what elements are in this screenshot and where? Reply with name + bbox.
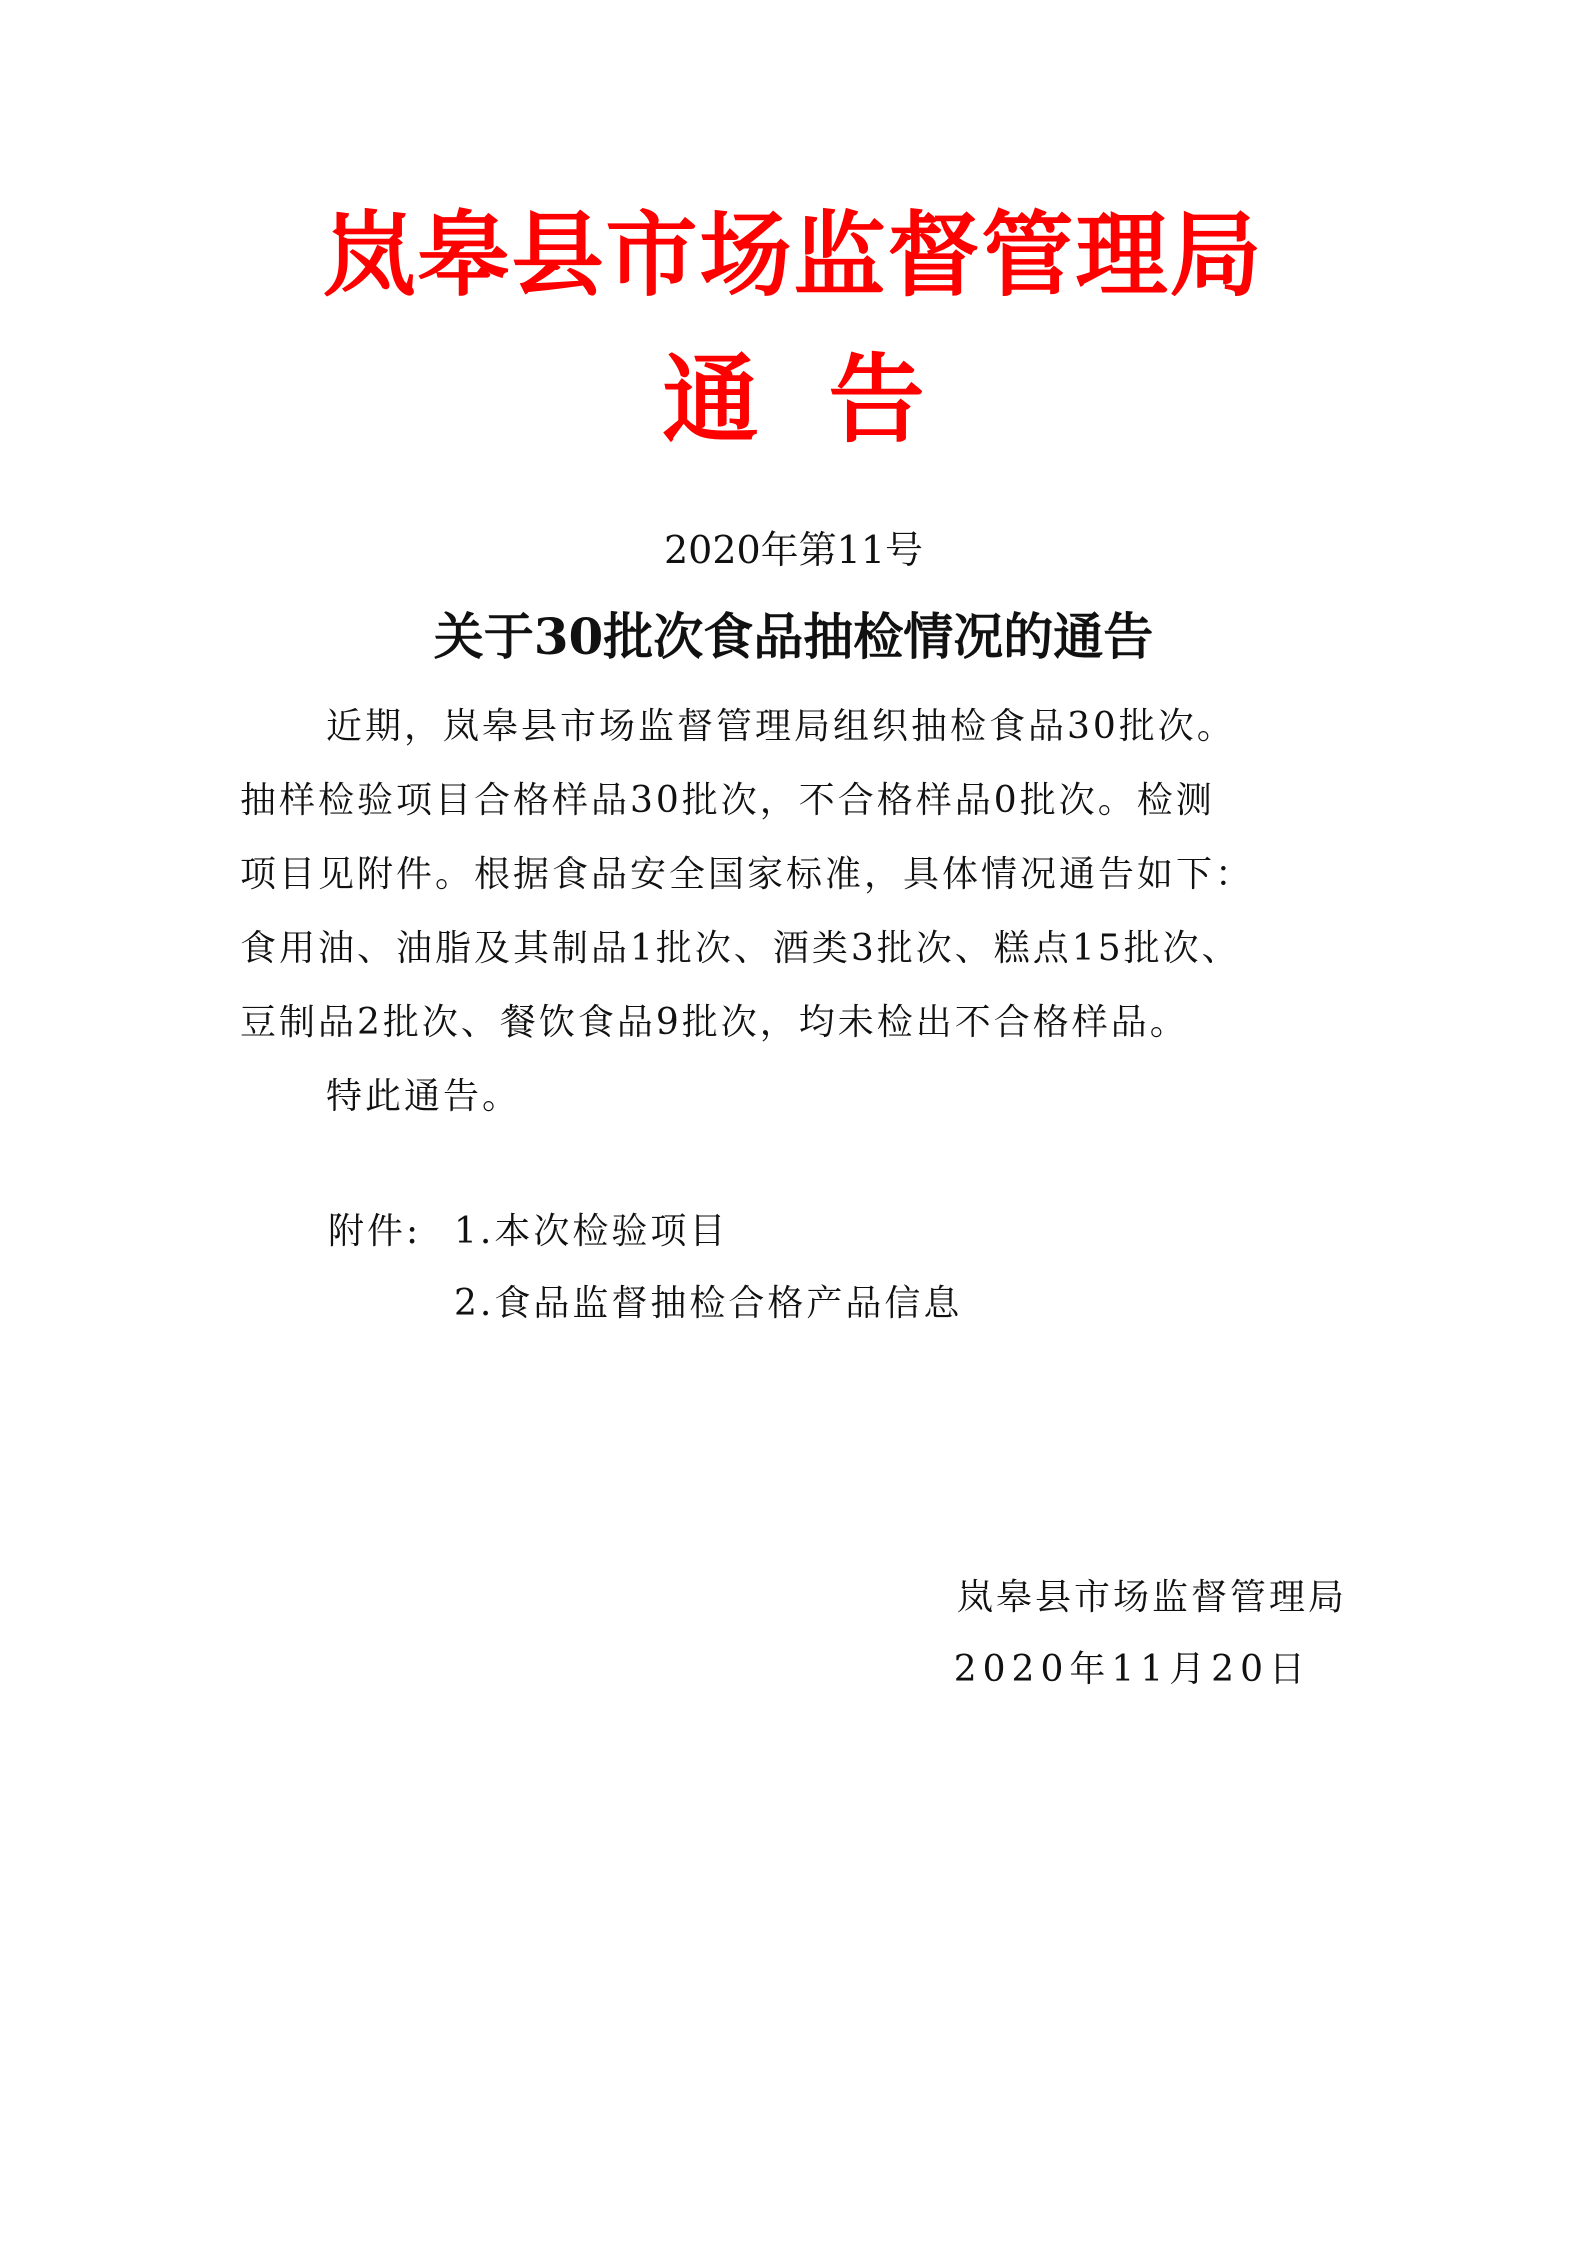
attachments-label: 附件: xyxy=(328,1211,422,1252)
paragraph-line: 抽样检验项目合格样品30批次，不合格样品0批次。检测 xyxy=(240,780,1215,821)
attachment-item: 1.本次检验项目 xyxy=(454,1211,729,1252)
attachment-row xyxy=(328,1268,962,1340)
attachment-item: 2.食品监督抽检合格产品信息 xyxy=(454,1283,963,1324)
paragraph-line: 近期，岚皋县市场监督管理局组织抽检食品30批次。 xyxy=(326,706,1236,747)
attachment-row xyxy=(328,1196,962,1268)
paragraph-line: 项目见附件。根据食品安全国家标准，具体情况通告如下： xyxy=(240,854,1255,895)
signature-block xyxy=(954,1562,1347,1706)
notice-subject: 关于30批次食品抽检情况的通告 xyxy=(433,607,1154,666)
issue-date: 2020年11月20日 xyxy=(953,1649,1311,1690)
document-number: 2020年第11号 xyxy=(663,528,924,572)
attachments-list xyxy=(328,1196,962,1340)
paragraph-line: 食用油、油脂及其制品1批次、酒类3批次、糕点15批次、 xyxy=(240,928,1241,969)
document-type-title: 通告 xyxy=(662,343,995,456)
notice-body xyxy=(240,690,1360,1134)
organization-title: 岚皋县市场监督管理局 xyxy=(323,201,1264,309)
closing-line: 特此通告。 xyxy=(326,1076,522,1117)
paragraph-line: 豆制品2批次、餐饮食品9批次，均未检出不合格样品。 xyxy=(240,1002,1189,1043)
issuer-name: 岚皋县市场监督管理局 xyxy=(956,1577,1347,1618)
